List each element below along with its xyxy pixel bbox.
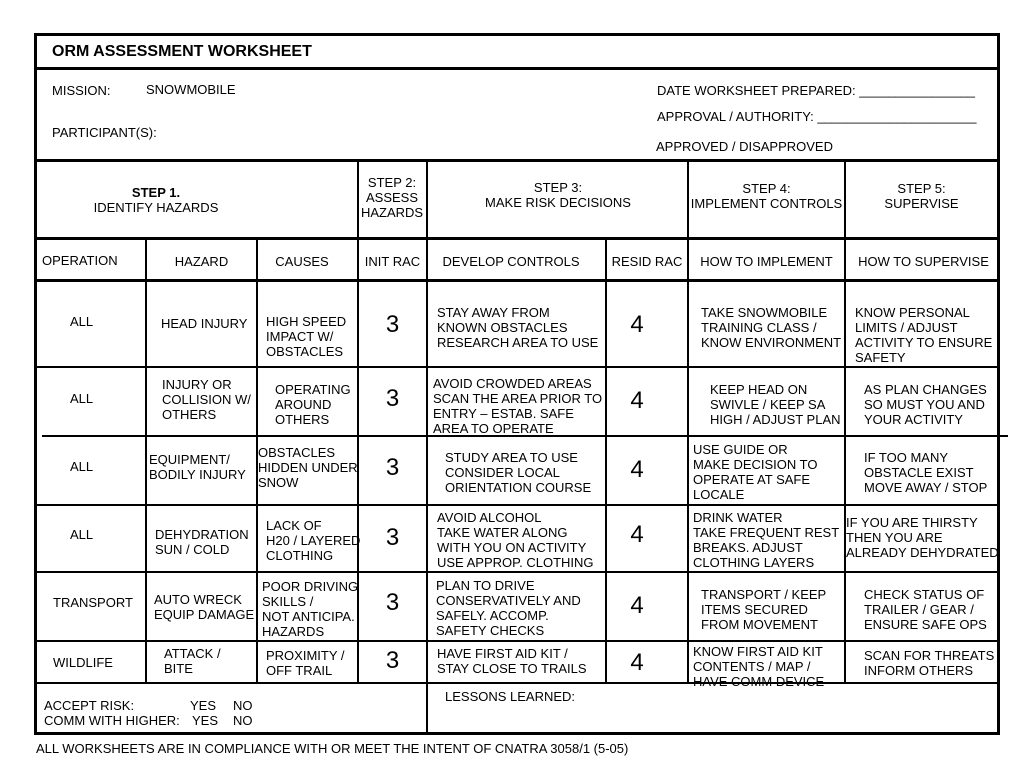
col-hazard: HAZARD [174,254,229,269]
comm-higher-no: NO [233,713,253,728]
cell-hazard: DEHYDRATION SUN / COLD [155,527,249,557]
cell-implement: KNOW FIRST AID KIT CONTENTS / MAP / HAVE COMM DEVICE [693,644,825,689]
cell-causes: PROXIMITY / OFF TRAIL [266,648,345,678]
info-divider [34,159,1000,162]
step2-header: STEP 2: ASSESS HAZARDS [360,175,424,220]
footer-divider [34,682,1000,684]
cell-controls: AVOID ALCOHOL TAKE WATER ALONG WITH YOU ON ACTIVITY USE APPROP. CLOTHING [437,510,594,570]
row-divider [34,571,1000,573]
step1-subtitle: IDENTIFY HAZARDS [93,200,219,215]
colheader-divider [34,279,1000,282]
cell-supervise: AS PLAN CHANGES SO MUST YOU AND YOUR ACTIVITY [864,382,987,427]
cell-resid-rac: 4 [630,592,644,619]
cell-operation: ALL [70,527,94,542]
cell-init-rac: 3 [385,385,400,412]
cell-supervise: CHECK STATUS OF TRAILER / GEAR / ENSURE SAFE OPS [864,587,987,632]
title-divider [34,67,1000,70]
cell-controls: STUDY AREA TO USE CONSIDER LOCAL ORIENTATION COURSE [445,450,592,495]
cell-implement: TAKE SNOWMOBILE TRAINING CLASS / KNOW ENVIRONMENT [701,305,842,350]
cell-resid-rac: 4 [630,521,644,548]
col-line [844,161,846,683]
cell-controls: PLAN TO DRIVE CONSERVATIVELY AND SAFELY. ACCOMP. SAFETY CHECKS [436,578,581,638]
col-develop-controls: DEVELOP CONTROLS [442,254,580,269]
cell-controls: STAY AWAY FROM KNOWN OBSTACLES RESEARCH AREA TO USE [437,305,599,350]
approval-authority: APPROVAL / AUTHORITY: ______________________ [657,109,977,124]
cell-supervise: KNOW PERSONAL LIMITS / ADJUST ACTIVITY TO ENSURE SAFETY [855,305,993,365]
accept-risk-no: NO [233,698,253,713]
mission-label: MISSION: [52,83,111,98]
compliance-note: ALL WORKSHEETS ARE IN COMPLIANCE WITH OR MEET THE INTENT OF CNATRA 3058/1 (5-05) [36,741,629,756]
participants-label: PARTICIPANT(S): [52,125,157,140]
cell-implement: DRINK WATER TAKE FREQUENT REST BREAKS. ADJUST CLOTHING LAYERS [693,510,840,570]
col-init-rac: INIT RAC [364,254,421,269]
comm-higher-yes: YES [192,713,219,728]
row-divider [34,504,1000,506]
frame-right [997,33,1000,735]
cell-operation: ALL [70,459,94,474]
cell-resid-rac: 4 [630,311,644,338]
cell-operation: WILDLIFE [53,655,113,670]
cell-init-rac: 3 [385,311,400,338]
cell-implement: KEEP HEAD ON SWIVLE / KEEP SA HIGH / ADJUST PLAN [710,382,841,427]
cell-operation: ALL [70,391,94,406]
step5-header: STEP 5: SUPERVISE [884,181,959,211]
approved-disapproved: APPROVED / DISAPPROVED [656,139,833,154]
col-causes: CAUSES [275,254,329,269]
cell-controls: AVOID CROWDED AREAS SCAN THE AREA PRIOR TO ENTRY – ESTAB. SAFE AREA TO OPERATE [433,376,603,436]
col-operation: OPERATION [42,253,118,268]
cell-controls: HAVE FIRST AID KIT / STAY CLOSE TO TRAILS [437,646,587,676]
step4-header: STEP 4: IMPLEMENT CONTROLS [690,181,843,211]
cell-hazard: AUTO WRECK EQUIP DAMAGE [154,592,255,622]
mission-value: SNOWMOBILE [146,82,236,97]
cell-hazard: EQUIPMENT/ BODILY INJURY [149,452,246,482]
cell-implement: TRANSPORT / KEEP ITEMS SECURED FROM MOVEMENT [701,587,827,632]
cell-init-rac: 3 [385,647,400,674]
cell-supervise: IF YOU ARE THIRSTY THEN YOU ARE ALREADY DEHYDRATED [846,515,999,560]
lessons-learned-label: LESSONS LEARNED: [445,689,576,704]
col-how-to-implement: HOW TO IMPLEMENT [700,254,833,269]
cell-causes: POOR DRIVING SKILLS / NOT ANTICIPA. HAZARDS [262,579,359,639]
cell-init-rac: 3 [385,589,400,616]
comm-higher-label: COMM WITH HIGHER: [44,713,180,728]
cell-init-rac: 3 [385,454,400,481]
col-line [426,161,428,733]
accept-risk-yes: YES [190,698,217,713]
cell-operation: ALL [70,314,94,329]
cell-resid-rac: 4 [630,649,644,676]
col-how-to-supervise: HOW TO SUPERVISE [858,254,989,269]
cell-supervise: SCAN FOR THREATS INFORM OTHERS [864,648,995,678]
cell-causes: OBSTACLES HIDDEN UNDER SNOW [258,445,358,490]
accept-risk-label: ACCEPT RISK: [44,698,135,713]
date-prepared: DATE WORKSHEET PREPARED: ________________ [657,83,975,98]
cell-causes: OPERATING AROUND OTHERS [275,382,351,427]
step3-header: STEP 3: MAKE RISK DECISIONS [485,180,631,210]
cell-init-rac: 3 [385,524,400,551]
steps-divider [34,237,1000,240]
cell-causes: HIGH SPEED IMPACT W/ OBSTACLES [266,314,347,359]
cell-supervise: IF TOO MANY OBSTACLE EXIST MOVE AWAY / STOP [864,450,988,495]
cell-causes: LACK OF H20 / LAYERED CLOTHING [266,518,361,563]
col-line [145,239,147,683]
cell-hazard: HEAD INJURY [161,316,248,331]
col-resid-rac: RESID RAC [611,254,683,269]
row-divider [34,366,1000,368]
cell-operation: TRANSPORT [53,595,133,610]
cell-resid-rac: 4 [630,456,644,483]
worksheet-title: ORM ASSESSMENT WORKSHEET [52,43,312,60]
frame-left [34,33,37,735]
col-line [687,161,689,683]
cell-implement: USE GUIDE OR MAKE DECISION TO OPERATE AT SAFE LOCALE [693,442,818,502]
cell-hazard: ATTACK / BITE [164,646,221,676]
frame-bottom [34,732,1000,735]
cell-hazard: INJURY OR COLLISION W/ OTHERS [162,377,251,422]
row-divider [34,640,1000,642]
frame-top [34,33,1000,36]
step1-title: STEP 1. [131,185,181,200]
cell-resid-rac: 4 [630,387,644,414]
